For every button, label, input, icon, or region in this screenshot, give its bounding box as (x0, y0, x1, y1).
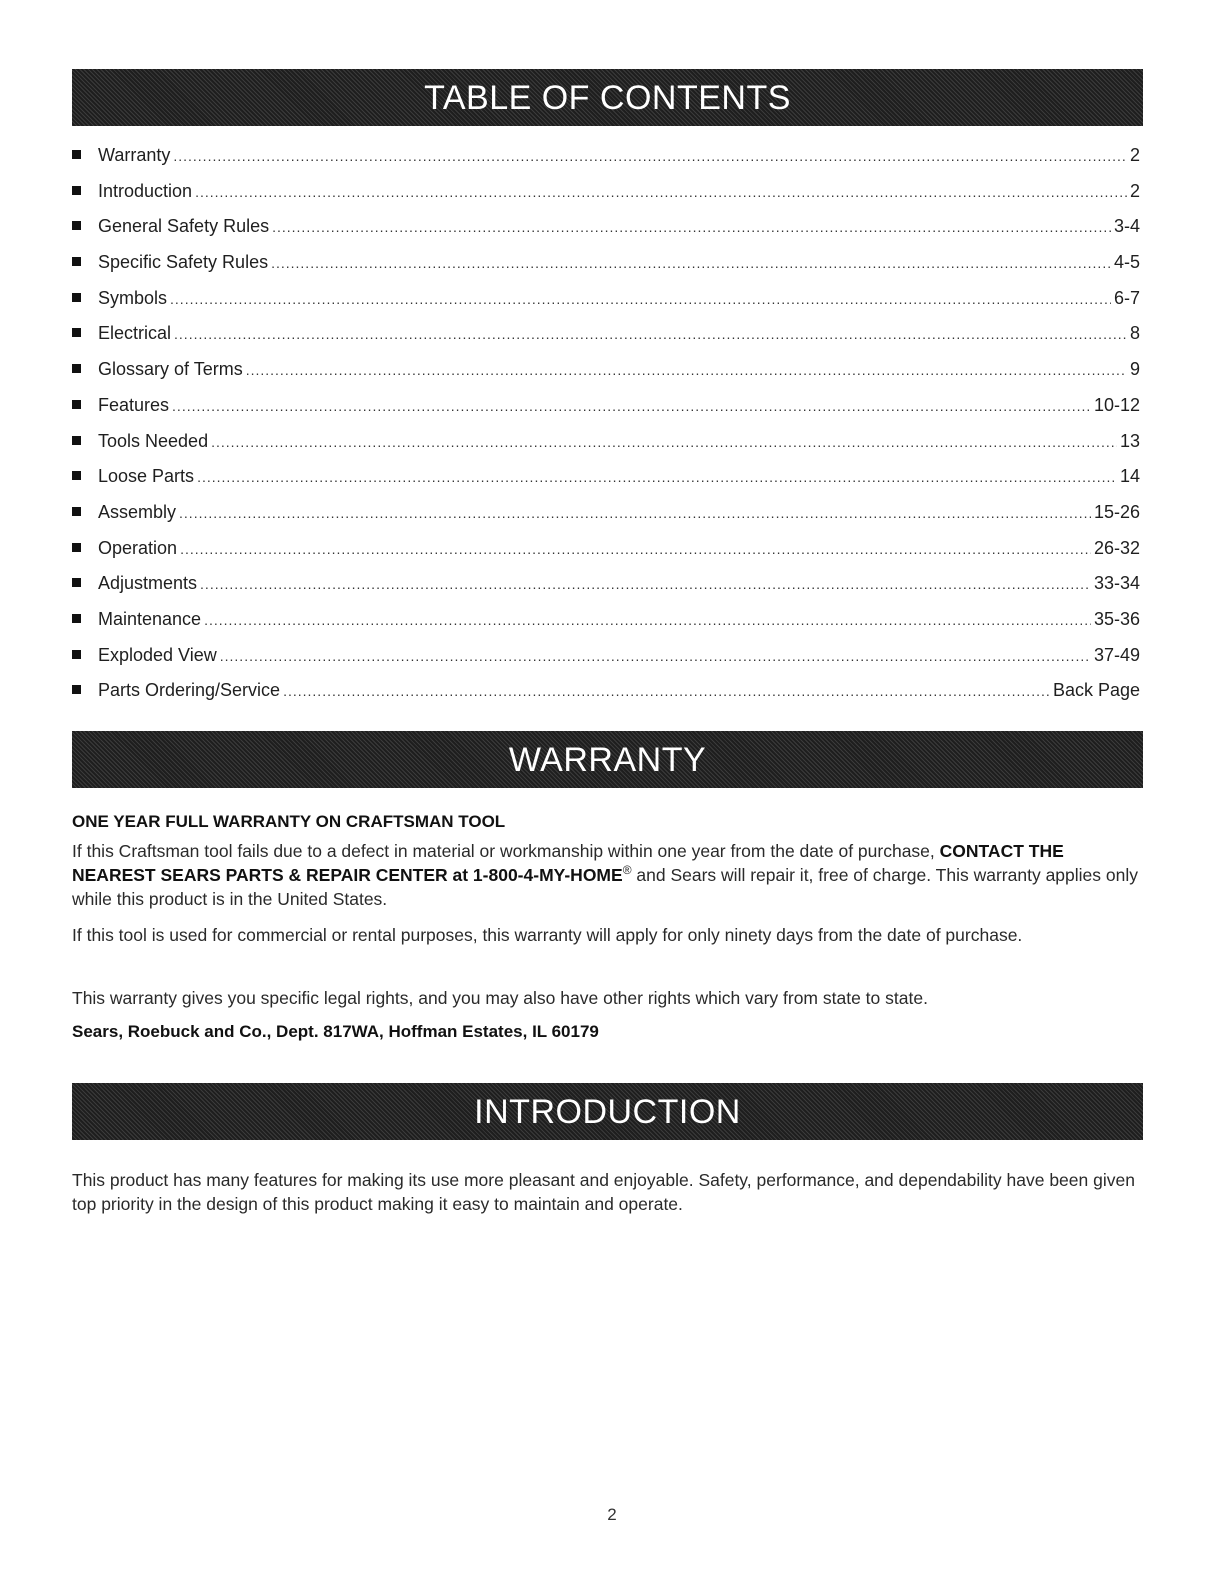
bullet-icon (72, 471, 81, 480)
toc-item-label: Symbols (98, 287, 168, 308)
toc-item[interactable] (72, 431, 1140, 467)
toc-leader-dots (180, 541, 1091, 557)
toc-title: TABLE OF CONTENTS (424, 78, 791, 117)
toc-leader-dots (172, 398, 1091, 414)
warranty-intro-text: If this Craftsman tool fails due to a defect in material or workmanship within one year from the date of purchase, (72, 841, 935, 861)
bullet-icon (72, 507, 81, 516)
bullet-icon (72, 614, 81, 623)
toc-item-page: 35-36 (1093, 608, 1140, 629)
toc-item-label: General Safety Rules (98, 216, 270, 237)
bullet-icon (72, 221, 81, 230)
bullet-icon (72, 328, 81, 337)
toc-banner (72, 69, 1143, 126)
toc-item[interactable] (72, 252, 1140, 288)
bullet-icon (72, 400, 81, 409)
toc-item-label: Introduction (98, 180, 193, 201)
bullet-icon (72, 685, 81, 694)
introduction-paragraph: This product has many features for making its use more pleasant and enjoyable. Safety, performance, and dependability have been given top priority in the design of this product making it easy to maintain and operate. (72, 1170, 1135, 1214)
warranty-title: WARRANTY (508, 740, 707, 779)
toc-leader-dots (200, 576, 1091, 592)
bullet-icon (72, 364, 81, 373)
toc-item[interactable] (72, 680, 1140, 716)
toc-item[interactable] (72, 216, 1140, 252)
toc-item-label: Tools Needed (98, 430, 209, 451)
toc-item-page: 6-7 (1113, 287, 1140, 308)
toc-item[interactable] (72, 466, 1140, 502)
bullet-icon (72, 436, 81, 445)
toc-item-page: 33-34 (1093, 573, 1140, 594)
toc-leader-dots (179, 505, 1091, 521)
toc-leader-dots (283, 683, 1050, 699)
toc-leader-dots (195, 184, 1127, 200)
toc-leader-dots (174, 326, 1127, 342)
toc-item-page: 14 (1119, 466, 1140, 487)
toc-item-page: 9 (1129, 359, 1140, 380)
toc-leader-dots (197, 469, 1117, 485)
warranty-address: Sears, Roebuck and Co., Dept. 817WA, Hoffman Estates, IL 60179 (72, 1022, 599, 1041)
toc-item[interactable] (72, 395, 1140, 431)
warranty-heading: ONE YEAR FULL WARRANTY ON CRAFTSMAN TOOL (72, 812, 506, 831)
warranty-contact-text: CONTACT THE NEAREST SEARS PARTS & REPAIR CENTER at 1-800-4-MY-HOME (72, 841, 1064, 885)
toc-item[interactable] (72, 288, 1140, 324)
bullet-icon (72, 650, 81, 659)
toc-leader-dots (272, 219, 1111, 235)
page-number: 2 (607, 1505, 617, 1524)
warranty-banner (72, 731, 1143, 788)
bullet-icon (72, 257, 81, 266)
registered-mark: ® (622, 863, 632, 878)
toc-item-label: Parts Ordering/Service (98, 680, 281, 701)
toc-item[interactable] (72, 145, 1140, 181)
toc-leader-dots (211, 434, 1117, 450)
toc-item-page: 10-12 (1093, 394, 1140, 415)
toc-item-page: 15-26 (1093, 501, 1140, 522)
toc-item-page: 13 (1119, 430, 1140, 451)
toc-item[interactable] (72, 538, 1140, 574)
toc-item-label: Maintenance (98, 608, 202, 629)
toc-leader-dots (271, 255, 1111, 271)
toc-item-label: Warranty (98, 145, 171, 165)
introduction-title: INTRODUCTION (474, 1092, 741, 1131)
toc-item[interactable] (72, 502, 1140, 538)
toc-leader-dots (246, 362, 1127, 378)
toc-item-label: Electrical (98, 323, 172, 344)
toc-item[interactable] (72, 359, 1140, 395)
toc-leader-dots (170, 291, 1111, 307)
warranty-paragraph (72, 839, 1144, 911)
toc-item-label: Loose Parts (98, 466, 195, 487)
toc-item-page: 8 (1129, 323, 1140, 344)
toc-item-label: Specific Safety Rules (98, 252, 269, 273)
toc-item-page: 3-4 (1113, 216, 1140, 237)
toc-item[interactable] (72, 323, 1140, 359)
toc-item[interactable] (72, 645, 1140, 681)
bullet-icon (72, 186, 81, 195)
warranty-rest-text: and Sears will repair it, free of charge. This warranty applies only while this product is in the United States. (72, 865, 1138, 909)
toc-item-page: Back Page (1052, 680, 1140, 701)
toc-item-label: Adjustments (98, 573, 198, 594)
toc-item-label: Exploded View (98, 644, 217, 665)
toc-item-page: 37-49 (1093, 644, 1140, 665)
toc-item-page: 26-32 (1093, 537, 1140, 558)
toc-item-label: Features (98, 394, 170, 415)
warranty-commercial-paragraph: If this tool is used for commercial or rental purposes, this warranty will apply for only ninety days from the date of purchase. (72, 925, 1023, 945)
bullet-icon (72, 293, 81, 302)
bullet-icon (72, 578, 81, 587)
toc-list (72, 145, 1140, 716)
toc-item[interactable] (72, 609, 1140, 645)
bullet-icon (72, 150, 81, 159)
toc-item-label: Assembly (98, 501, 177, 522)
toc-item-page: 2 (1129, 180, 1140, 201)
toc-item-page: 4-5 (1113, 252, 1140, 273)
toc-item-label: Operation (98, 537, 178, 558)
bullet-icon (72, 543, 81, 552)
toc-item-page: 2 (1129, 145, 1140, 165)
warranty-rights-paragraph: This warranty gives you specific legal rights, and you may also have other rights which vary from state to state. (72, 988, 928, 1008)
toc-leader-dots (173, 148, 1127, 164)
toc-item-label: Glossary of Terms (98, 359, 243, 380)
toc-leader-dots (220, 648, 1091, 664)
toc-item[interactable] (72, 573, 1140, 609)
toc-item[interactable] (72, 181, 1140, 217)
toc-leader-dots (204, 612, 1091, 628)
introduction-banner (72, 1083, 1143, 1140)
